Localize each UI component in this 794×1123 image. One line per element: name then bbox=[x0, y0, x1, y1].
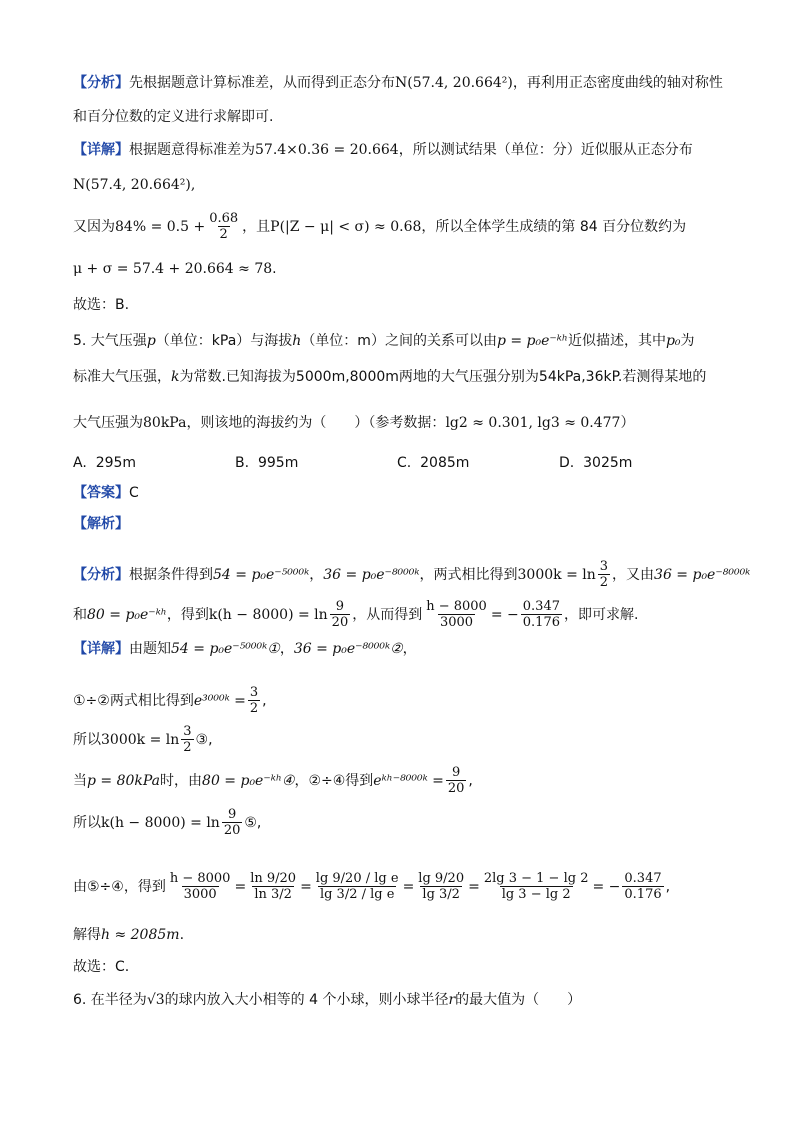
option-b bbox=[235, 456, 397, 470]
math: eᵏʰ⁻⁸⁰⁰⁰ᵏ = bbox=[373, 772, 444, 789]
var-r: r bbox=[448, 992, 456, 1008]
answer-value: C bbox=[129, 485, 139, 501]
fraction bbox=[446, 766, 467, 795]
text: , bbox=[468, 772, 473, 789]
text: ，即可求解. bbox=[563, 606, 639, 623]
numerator: lg 9/20 / lg e bbox=[315, 871, 399, 886]
denominator: 0.176 bbox=[522, 615, 560, 630]
option-c bbox=[397, 456, 559, 470]
math: = bbox=[468, 878, 480, 895]
text: ， bbox=[279, 641, 294, 657]
text: 近似描述，其中 bbox=[567, 333, 666, 349]
text: ，所以全体学生成绩的第 84 百分位数约为 bbox=[421, 218, 687, 235]
text: 所以 bbox=[73, 731, 101, 748]
numerator: 0.347 bbox=[522, 599, 560, 614]
analysis-label: 【分析】 bbox=[73, 75, 129, 91]
text: ，两式相比得到 bbox=[419, 566, 518, 583]
math: h ≈ 2085m bbox=[101, 927, 180, 943]
math: k(h − 8000) = ln bbox=[208, 606, 328, 623]
math: 54 = p₀e⁻⁵⁰⁰⁰ᵏ① bbox=[171, 641, 280, 657]
text: ，且 bbox=[242, 218, 271, 235]
text: ，从而得到 bbox=[352, 606, 423, 623]
math: 80kPa bbox=[143, 415, 187, 431]
q5-analysis-line2 bbox=[73, 600, 638, 629]
fraction bbox=[330, 600, 351, 629]
denominator: lg 3/2 bbox=[422, 887, 460, 902]
math: 36 = p₀e⁻⁸⁰⁰⁰ᵏ② bbox=[293, 641, 403, 657]
denominator: 20 bbox=[447, 781, 465, 796]
text: 为常数.已知海拔为5000m,8000m两地的大气压强分别为54kPa,36kP.若测得某地的 bbox=[179, 369, 707, 385]
text: ，则该地的海拔约为（ ）（参考数据： bbox=[186, 415, 446, 431]
detail-label: 【详解】 bbox=[73, 142, 129, 158]
numerator: 0.347 bbox=[624, 871, 662, 886]
analysis-label: 【分析】 bbox=[73, 566, 129, 583]
option-value: 295m bbox=[95, 455, 137, 471]
denominator: 20 bbox=[331, 615, 349, 630]
math: lg2 ≈ 0.301, lg3 ≈ 0.477 bbox=[445, 415, 621, 431]
option-label: B. bbox=[235, 455, 250, 471]
text: 和百分位数的定义进行求解即可. bbox=[73, 109, 274, 125]
numerator: 9 bbox=[335, 599, 345, 614]
q5-detail-line1 bbox=[73, 642, 417, 656]
text: 和 bbox=[73, 606, 87, 623]
q5-options bbox=[73, 456, 632, 470]
q5-stem-line1 bbox=[73, 334, 695, 348]
text: ①÷②两式相比得到 bbox=[73, 692, 194, 709]
option-label: D. bbox=[559, 455, 575, 471]
text: 为 bbox=[680, 333, 695, 349]
fraction bbox=[168, 872, 233, 901]
q5-answer bbox=[73, 486, 139, 500]
text: （单位：kPa）与海拔 bbox=[155, 333, 293, 349]
math: k(h − 8000) = ln bbox=[101, 814, 220, 831]
math: N(57.4, 20.664²), bbox=[73, 177, 196, 193]
q5-explanation-label bbox=[73, 517, 129, 531]
var-p0: p₀ bbox=[665, 333, 681, 349]
text: 解得 bbox=[73, 927, 101, 943]
option-value: 3025m bbox=[583, 455, 633, 471]
prev-detail-line1 bbox=[73, 143, 693, 157]
text: 所以 bbox=[73, 814, 101, 831]
var-p: p bbox=[146, 333, 156, 349]
denominator: 2 bbox=[599, 575, 609, 590]
numerator: 9 bbox=[227, 807, 237, 822]
fraction bbox=[482, 872, 591, 901]
math: p = 80kPa bbox=[87, 772, 161, 789]
var-k: k bbox=[171, 369, 180, 385]
text: 6. 在半径为 bbox=[73, 992, 147, 1008]
formula: p = p₀e⁻ᵏʰ bbox=[496, 333, 568, 349]
denominator: lg 3/2 / lg e bbox=[319, 887, 395, 902]
option-a bbox=[73, 456, 235, 470]
math: 80 = p₀e⁻ᵏʰ bbox=[87, 606, 167, 623]
text: 5. 大气压强 bbox=[73, 333, 147, 349]
denominator: ln 3/2 bbox=[254, 887, 292, 902]
math: 54 = p₀e⁻⁵⁰⁰⁰ᵏ bbox=[213, 566, 310, 583]
math: 36 = p₀e⁻⁸⁰⁰⁰ᵏ bbox=[654, 566, 751, 583]
option-label: C. bbox=[397, 455, 412, 471]
text: 由题知 bbox=[129, 641, 171, 657]
text: 先根据题意计算标准差，从而得到正态分布 bbox=[129, 75, 395, 91]
fraction bbox=[248, 686, 260, 715]
denominator: 2 bbox=[219, 227, 228, 242]
option-value: 995m bbox=[257, 455, 299, 471]
var-h: h bbox=[292, 333, 302, 349]
text: 根据题意得标准差为 bbox=[129, 142, 255, 158]
text: 由⑤÷④，得到 bbox=[73, 878, 166, 895]
denominator: 2 bbox=[183, 740, 192, 755]
math: 80 = p₀e⁻ᵏʰ④ bbox=[202, 772, 295, 789]
denominator: 3000 bbox=[439, 615, 474, 630]
prev-choose bbox=[73, 298, 129, 312]
option-label: A. bbox=[73, 455, 87, 471]
math: = bbox=[234, 878, 247, 895]
q5-detail-line5 bbox=[73, 808, 261, 837]
text: ， bbox=[402, 641, 417, 657]
math-normal-dist: N(57.4, 20.664²) bbox=[395, 75, 513, 91]
text: ） bbox=[620, 415, 635, 431]
text: 的最大值为（ ） bbox=[455, 992, 582, 1008]
fraction bbox=[416, 872, 466, 901]
text: 又因为 bbox=[73, 218, 115, 235]
text: ⑤, bbox=[244, 814, 262, 831]
fraction bbox=[222, 808, 243, 837]
numerator: 3 bbox=[599, 559, 609, 574]
q5-detail-line7 bbox=[73, 928, 184, 942]
math: P(|Z − μ| < σ) ≈ 0.68 bbox=[270, 218, 422, 235]
fraction bbox=[598, 560, 610, 589]
text: ，②÷④得到 bbox=[294, 772, 374, 789]
prev-detail-line4 bbox=[73, 262, 277, 276]
q5-detail-line4 bbox=[73, 766, 473, 795]
text: ，所以测试结果（单位：分）近似服从正态分布 bbox=[398, 142, 693, 158]
text: 根据条件得到 bbox=[129, 566, 213, 583]
prev-detail-line2 bbox=[73, 178, 195, 192]
math: 84% = 0.5 + bbox=[115, 218, 206, 235]
text: . bbox=[179, 927, 185, 943]
numerator: 3 bbox=[249, 685, 259, 700]
q5-detail-line6 bbox=[73, 872, 670, 901]
denominator: lg 3 − lg 2 bbox=[501, 887, 571, 902]
text: 故选：C. bbox=[73, 959, 130, 975]
text: 故选：B. bbox=[73, 297, 130, 313]
option-value: 2085m bbox=[420, 455, 470, 471]
text: 时，由 bbox=[160, 772, 203, 789]
math: 3000k = ln bbox=[101, 731, 180, 748]
fraction bbox=[207, 212, 240, 241]
fraction bbox=[521, 600, 562, 629]
fraction bbox=[314, 872, 401, 901]
text: 的球内放入大小相等的 4 个小球，则小球半径 bbox=[164, 992, 449, 1008]
answer-label: 【答案】 bbox=[73, 485, 129, 501]
numerator: 2lg 3 − 1 − lg 2 bbox=[483, 871, 589, 886]
text: ，再利用正态密度曲线的轴对称性 bbox=[512, 75, 723, 91]
text: （单位：m）之间的关系可以由 bbox=[301, 333, 497, 349]
numerator: 3 bbox=[183, 724, 192, 739]
math: = bbox=[402, 878, 415, 895]
text: . bbox=[272, 261, 277, 277]
explanation-label: 【解析】 bbox=[73, 516, 129, 532]
q5-stem-line3 bbox=[73, 416, 634, 430]
prev-analysis-line2 bbox=[73, 110, 273, 124]
math: 57.4×0.36 = 20.664 bbox=[255, 142, 399, 158]
q5-stem-line2 bbox=[73, 370, 706, 384]
prev-analysis-line1 bbox=[73, 76, 723, 90]
q5-detail-line3 bbox=[73, 725, 213, 754]
text: ， bbox=[309, 566, 324, 583]
math: = − bbox=[592, 878, 621, 895]
option-d bbox=[559, 456, 632, 470]
numerator: lg 9/20 bbox=[418, 871, 465, 886]
prev-detail-line3 bbox=[73, 212, 686, 241]
fraction bbox=[181, 725, 193, 754]
denominator: 20 bbox=[223, 823, 241, 838]
fraction bbox=[424, 600, 489, 629]
numerator: h − 8000 bbox=[426, 599, 487, 614]
denominator: 0.176 bbox=[624, 887, 662, 902]
q5-analysis-line1 bbox=[73, 560, 750, 589]
math: 36 = p₀e⁻⁸⁰⁰⁰ᵏ bbox=[323, 566, 420, 583]
numerator: h − 8000 bbox=[169, 871, 231, 886]
numerator: 0.68 bbox=[209, 211, 239, 226]
q5-detail-line2 bbox=[73, 686, 267, 715]
numerator: ln 9/20 bbox=[250, 871, 297, 886]
math: = bbox=[300, 878, 312, 895]
q6-stem bbox=[73, 993, 581, 1007]
text: ③, bbox=[195, 731, 213, 748]
numerator: 9 bbox=[452, 765, 461, 780]
math-sqrt: √3 bbox=[146, 992, 165, 1008]
math: e³⁰⁰⁰ᵏ = bbox=[193, 692, 246, 709]
text: ，又由 bbox=[612, 566, 655, 583]
fraction bbox=[622, 872, 663, 901]
text: , bbox=[665, 878, 671, 895]
detail-label: 【详解】 bbox=[73, 641, 129, 657]
text: 当 bbox=[73, 772, 87, 789]
text: 标准大气压强， bbox=[73, 369, 171, 385]
math: = − bbox=[490, 606, 519, 623]
denominator: 2 bbox=[249, 701, 259, 716]
text: ，得到 bbox=[166, 606, 209, 623]
math: 3000k = ln bbox=[517, 566, 596, 583]
text: , bbox=[262, 692, 267, 709]
denominator: 3000 bbox=[183, 887, 217, 902]
text: 大气压强为 bbox=[73, 415, 143, 431]
q5-choose bbox=[73, 960, 129, 974]
math: μ + σ = 57.4 + 20.664 ≈ 78 bbox=[73, 261, 273, 277]
fraction bbox=[248, 872, 298, 901]
